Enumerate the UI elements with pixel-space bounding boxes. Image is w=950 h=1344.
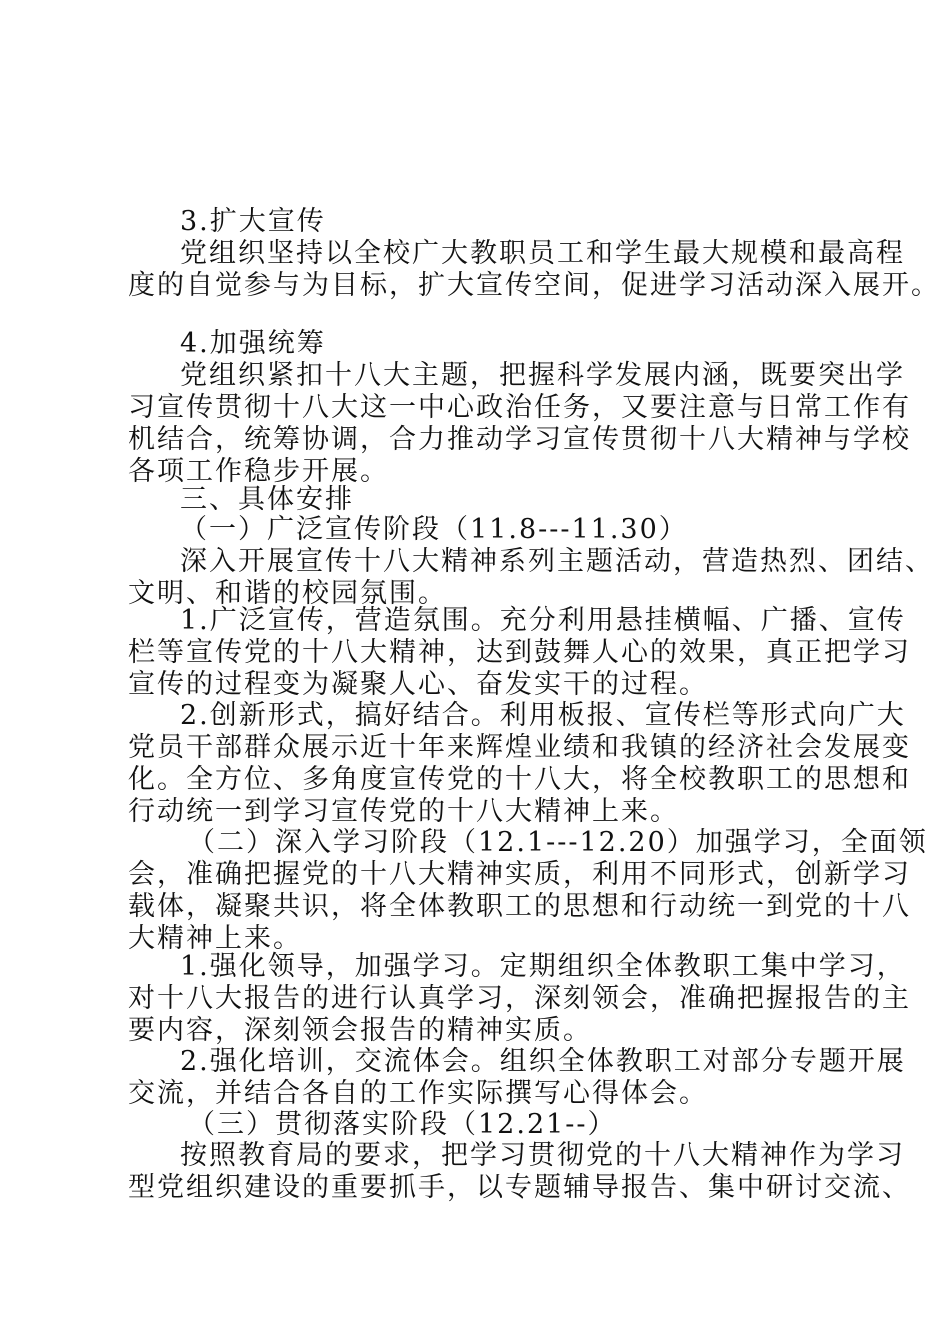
paragraph-line: 2.强化培训，交流体会。组织全体教职工对部分专题开展 [180, 1046, 906, 1077]
paragraph-line: 化。全方位、多角度宣传党的十八大，将全校教职工的思想和 [128, 764, 911, 795]
paragraph-line: 载体，凝聚共识，将全体教职工的思想和行动统一到党的十八 [128, 891, 911, 922]
paragraph-line: 按照教育局的要求，把学习贯彻党的十八大精神作为学习 [180, 1140, 905, 1171]
paragraph-line: 党员干部群众展示近十年来辉煌业绩和我镇的经济社会发展变 [128, 732, 911, 763]
paragraph-line: 1.强化领导，加强学习。定期组织全体教职工集中学习， [180, 951, 906, 982]
paragraph-line: 要内容，深刻领会报告的精神实质。 [128, 1015, 592, 1046]
paragraph-line: 栏等宣传党的十八大精神，达到鼓舞人心的效果，真正把学习 [128, 637, 911, 668]
paragraph-line: 1.广泛宣传，营造氛围。充分利用悬挂横幅、广播、宣传 [180, 605, 906, 636]
paragraph-line: 宣传的过程变为凝聚人心、奋发实干的过程。 [128, 669, 708, 700]
paragraph-line: 深入开展宣传十八大精神系列主题活动，营造热烈、团结、 [180, 546, 934, 577]
stage-two-heading: （二）深入学习阶段（12.1---12.20）加强学习，全面领 [188, 827, 928, 858]
paragraph-line: 机结合，统筹协调，合力推动学习宣传贯彻十八大精神与学校 [128, 424, 911, 455]
paragraph-line: 大精神上来。 [128, 923, 302, 954]
paragraph-line: 对十八大报告的进行认真学习，深刻领会，准确把握报告的主 [128, 983, 911, 1014]
paragraph-line: 型党组织建设的重要抓手，以专题辅导报告、集中研讨交流、 [128, 1172, 911, 1203]
stage-one-heading: （一）广泛宣传阶段（11.8---11.30） [180, 514, 688, 545]
heading-coordination: 4.加强统筹 [180, 328, 326, 359]
paragraph-line: 习宣传贯彻十八大这一中心政治任务，又要注意与日常工作有 [128, 392, 911, 423]
paragraph-line: 党组织坚持以全校广大教职员工和学生最大规模和最高程 [180, 238, 905, 269]
paragraph-line: 交流，并结合各自的工作实际撰写心得体会。 [128, 1078, 708, 1109]
paragraph-line: 各项工作稳步开展。 [128, 456, 389, 487]
section-heading-arrangement: 三、具体安排 [180, 484, 354, 515]
paragraph-line: 党组织紧扣十八大主题，把握科学发展内涵，既要突出学 [180, 360, 905, 391]
heading-expand-publicity: 3.扩大宣传 [180, 206, 326, 237]
paragraph-line: 2.创新形式，搞好结合。利用板报、宣传栏等形式向广大 [180, 700, 906, 731]
paragraph-line: 文明、和谐的校园氛围。 [128, 578, 447, 609]
stage-three-heading: （三）贯彻落实阶段（12.21--） [188, 1109, 617, 1140]
paragraph-line: 度的自觉参与为目标，扩大宣传空间，促进学习活动深入展开。 [128, 270, 940, 301]
paragraph-line: 行动统一到学习宣传党的十八大精神上来。 [128, 796, 679, 827]
paragraph-line: 会，准确把握党的十八大精神实质，利用不同形式，创新学习 [128, 859, 911, 890]
